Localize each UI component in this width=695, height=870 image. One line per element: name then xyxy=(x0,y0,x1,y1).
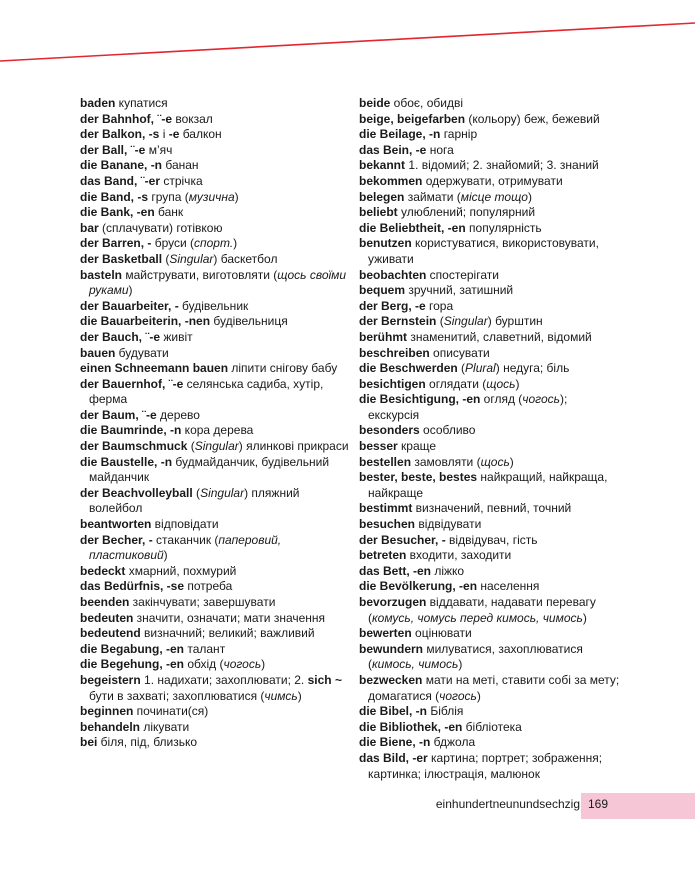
dictionary-entry xyxy=(80,112,350,128)
dictionary-entry xyxy=(80,439,350,455)
entry-headword: die Bauarbeiterin, -nen xyxy=(80,314,211,329)
entry-translation: починати(ся) xyxy=(133,704,209,719)
entry-headword: basteln xyxy=(80,267,123,282)
dictionary-entry xyxy=(80,533,350,564)
entry-headword: bestellen xyxy=(359,454,412,469)
entry-translation: потреба xyxy=(184,579,233,594)
entry-headword: der Baum, ¨-e xyxy=(80,407,157,422)
entry-headword: die Bibliothek, -en xyxy=(359,719,463,734)
entry-headword: bevorzugen xyxy=(359,595,427,609)
page-number-tab xyxy=(581,793,695,819)
entry-translation: вокзал xyxy=(172,111,213,126)
entry-translation: ) xyxy=(509,454,514,469)
entry-translation: майструвати, виготовляти ( xyxy=(122,267,278,282)
entry-headword: die Besichtigung, -en xyxy=(359,392,481,407)
entry-headword: das Bild, -er xyxy=(359,750,428,765)
entry-translation: обхід ( xyxy=(184,657,224,672)
entry-headword: der Bauernhof, ¨-e xyxy=(80,376,184,391)
entry-headword: der Bauarbeiter, - xyxy=(80,298,179,313)
entry-translation: банк xyxy=(154,205,184,220)
entry-headword: betreten xyxy=(359,548,407,563)
entry-translation: одержувати, отримувати xyxy=(422,173,563,188)
entry-headword: bestimmt xyxy=(359,501,413,516)
entry-translation: визначний; великий; важливий xyxy=(140,626,315,641)
dictionary-entry xyxy=(359,299,621,315)
entry-headword: bauen xyxy=(80,345,116,360)
dictionary-entry xyxy=(80,595,350,611)
dictionary-entry xyxy=(80,190,350,206)
entry-translation: ) недуга; біль xyxy=(495,361,570,376)
entry-note: місце тощо xyxy=(460,189,528,204)
entry-note: щось своїми руками xyxy=(89,267,347,298)
entry-translation: живіт xyxy=(160,329,193,344)
dictionary-entry xyxy=(359,501,621,517)
entry-note: щось xyxy=(486,376,516,391)
entry-translation: оцінювати xyxy=(411,626,472,641)
dictionary-entry xyxy=(80,423,350,439)
entry-headword: der Basketball xyxy=(80,251,163,266)
entry-headword: einen Schneemann bauen xyxy=(80,361,229,376)
entry-translation: ) xyxy=(458,657,463,672)
entry-note: Plural xyxy=(465,361,496,376)
entry-translation: закінчувати; завершувати xyxy=(129,595,276,609)
entry-headword: der Bahnhof, ¨-e xyxy=(80,111,172,126)
entry-headword: die Bibel, -n xyxy=(359,704,428,719)
entry-translation: бібліотека xyxy=(462,719,522,734)
dictionary-entry xyxy=(359,283,621,299)
entry-translation: краще xyxy=(397,439,437,454)
entry-translation: ( xyxy=(162,251,170,266)
dictionary-entry xyxy=(80,361,350,377)
dictionary-entry xyxy=(359,439,621,455)
entry-translation: балкон xyxy=(179,127,222,142)
dictionary-entry xyxy=(359,236,621,267)
entry-translation: ( xyxy=(457,361,466,376)
dictionary-entry xyxy=(80,221,350,237)
entry-headword: begeistern xyxy=(80,672,141,687)
dictionary-entry xyxy=(80,205,350,221)
dictionary-entry xyxy=(80,143,350,159)
entry-translation: купатися xyxy=(115,96,168,110)
entry-translation: бути в захваті; захоплюватися ( xyxy=(89,688,265,703)
entry-headword: die Biene, -n xyxy=(359,735,431,750)
dictionary-entry xyxy=(80,252,350,268)
dictionary-entry xyxy=(80,127,350,143)
dictionary-entry xyxy=(359,392,621,423)
entry-headword: der Beachvolleyball xyxy=(80,485,193,500)
entry-translation: стрічка xyxy=(160,173,203,188)
dictionary-entry xyxy=(80,330,350,346)
dictionary-entry xyxy=(80,611,350,627)
entry-note: Singular xyxy=(200,485,245,500)
entry-headword: das Bedürfnis, -se xyxy=(80,579,185,594)
entry-translation: Біблія xyxy=(427,704,464,719)
entry-headword: der Bauch, ¨-e xyxy=(80,329,161,344)
dictionary-entry xyxy=(80,735,350,751)
dictionary-entry xyxy=(359,720,621,736)
entry-translation: будмайданчик, будівельний майданчик xyxy=(89,454,330,485)
entry-note: чимсь xyxy=(264,688,298,703)
dictionary-entry xyxy=(359,704,621,720)
entry-translation: ) xyxy=(527,189,532,204)
dictionary-entry xyxy=(359,548,621,564)
entry-headword: bekannt xyxy=(359,158,406,173)
dictionary-entry xyxy=(359,143,621,159)
entry-headword: bedeckt xyxy=(80,563,126,578)
entry-headword: die Baumrinde, -n xyxy=(80,423,182,438)
entry-translation: милуватися, захоплюватися ( xyxy=(368,641,583,672)
page-number: 169 xyxy=(588,797,609,811)
dictionary-entry xyxy=(359,595,621,626)
entry-translation: талант xyxy=(184,641,226,656)
entry-translation: група ( xyxy=(148,189,189,204)
entry-headword: bekommen xyxy=(359,173,423,188)
page-number-word: einhundertneunundsechzig xyxy=(435,797,580,811)
entry-translation: ліжко xyxy=(431,563,465,578)
entry-translation: замовляти ( xyxy=(411,454,481,469)
dictionary-entry xyxy=(80,299,350,315)
entry-translation: визначений, певний, точний xyxy=(412,501,572,516)
entry-headword: das Band, ¨-er xyxy=(80,173,161,188)
page-footer xyxy=(0,793,695,819)
entry-translation: (кольору) беж, бежевий xyxy=(465,111,600,126)
entry-translation: будівельник xyxy=(178,298,249,313)
dictionary-entry xyxy=(359,564,621,580)
entry-translation: значити, означати; мати значення xyxy=(133,610,326,625)
entry-headword: beige, beigefarben xyxy=(359,111,466,126)
entry-translation: дерево xyxy=(156,407,200,422)
entry-translation: ) xyxy=(234,189,239,204)
entry-note: чогось xyxy=(522,392,560,407)
dictionary-entry xyxy=(359,673,621,704)
dictionary-entry xyxy=(80,704,350,720)
entry-note: паперовий, пластиковий xyxy=(89,532,282,563)
entry-translation: оглядати ( xyxy=(425,376,487,391)
entry-headword: der Bernstein xyxy=(359,314,437,329)
dictionary-entry xyxy=(359,96,621,112)
dictionary-entry xyxy=(80,268,350,299)
right-column xyxy=(359,96,621,782)
dictionary-entry xyxy=(80,626,350,642)
entry-headword: die Begabung, -en xyxy=(80,641,185,656)
entry-headword: bester, beste, bestes xyxy=(359,470,478,485)
entry-headword: bei xyxy=(80,735,98,750)
dictionary-entry xyxy=(80,174,350,190)
entry-translation: ) xyxy=(128,283,133,298)
entry-translation: і xyxy=(159,127,169,142)
entry-translation: ( xyxy=(192,485,201,500)
entry-translation: ) xyxy=(261,657,266,672)
entry-translation: входити, заходити xyxy=(406,548,512,563)
entry-translation: віддавати, надавати перевагу ( xyxy=(368,595,596,625)
entry-headword: bar xyxy=(80,220,99,235)
dictionary-entry xyxy=(80,377,350,408)
dictionary-entry xyxy=(359,174,621,190)
entry-note: Singular xyxy=(443,314,488,329)
entry-translation: ); екскурсія xyxy=(368,392,568,422)
entry-note: чогось xyxy=(439,688,477,703)
entry-headword: beginnen xyxy=(80,704,134,719)
entry-translation: ) xyxy=(297,688,302,703)
entry-translation: ) xyxy=(515,376,520,391)
entry-headword: bezwecken xyxy=(359,672,423,687)
dictionary-entry xyxy=(80,579,350,595)
dictionary-entry xyxy=(359,470,621,501)
entry-translation: ( xyxy=(436,314,444,329)
entry-translation: 1. надихати; захоплювати; 2. xyxy=(140,672,308,687)
entry-translation: бруси ( xyxy=(151,236,195,251)
entry-translation: ) баскетбол xyxy=(213,251,278,266)
entry-translation: стаканчик ( xyxy=(152,532,219,547)
dictionary-entry xyxy=(359,127,621,143)
entry-translation: м’яч xyxy=(145,142,173,157)
entry-translation: ) ялинкові прикраси xyxy=(238,439,349,454)
dictionary-entry xyxy=(359,221,621,237)
entry-headword: der Balkon, -s xyxy=(80,127,160,142)
red-rule-line xyxy=(0,23,695,61)
entry-headword: belegen xyxy=(359,189,405,204)
entry-note: комусь, чомусь перед кимось, чимось xyxy=(372,610,583,625)
entry-translation: користуватися, використовувати, уживати xyxy=(368,236,599,266)
dictionary-entry xyxy=(80,720,350,736)
entry-headword: die Beliebtheit, -en xyxy=(359,220,466,235)
entry-translation: описувати xyxy=(429,345,490,360)
dictionary-entry xyxy=(359,533,621,549)
entry-headword: das Bett, -en xyxy=(359,563,432,578)
entry-translation: картина; портрет; зображення; картинка; ілюстрація, малюнок xyxy=(368,750,603,781)
entry-translation: хмарний, похмурий xyxy=(125,563,237,578)
entry-headword: der Baumschmuck xyxy=(80,439,188,454)
entry-translation: гора xyxy=(425,298,454,313)
entry-headword: der Barren, - xyxy=(80,236,152,251)
dictionary-entry xyxy=(359,190,621,206)
entry-headword: baden xyxy=(80,96,116,110)
dictionary-entry xyxy=(80,314,350,330)
entry-headword: berühmt xyxy=(359,329,407,344)
entry-translation: будівельниця xyxy=(210,314,288,329)
entry-headword: besser xyxy=(359,439,398,454)
entry-note: музична xyxy=(188,189,235,204)
entry-headword: die Beschwerden xyxy=(359,361,458,376)
entry-headword: das Bein, -e xyxy=(359,142,427,157)
entry-headword: die Baustelle, -n xyxy=(80,454,173,469)
dictionary-entry xyxy=(80,517,350,533)
dictionary-entry xyxy=(359,158,621,174)
entry-headword: bedeutend xyxy=(80,626,141,641)
entry-headword: besonders xyxy=(359,423,420,438)
entry-translation: найкращий, найкраща, найкраще xyxy=(368,470,608,500)
entry-translation: спостерігати xyxy=(426,267,499,282)
dictionary-entry xyxy=(359,751,621,782)
dictionary-entry xyxy=(80,673,350,704)
entry-translation: біля, під, близько xyxy=(97,735,198,750)
dictionary-entry xyxy=(80,657,350,673)
entry-headword: die Band, -s xyxy=(80,189,149,204)
entry-headword: bequem xyxy=(359,283,406,298)
dictionary-entry xyxy=(359,268,621,284)
entry-headword: behandeln xyxy=(80,719,141,734)
entry-headword: die Beilage, -n xyxy=(359,127,441,142)
entry-translation: ) xyxy=(476,688,481,703)
entry-headword: bedeuten xyxy=(80,610,134,625)
dictionary-entry xyxy=(359,361,621,377)
dictionary-entry xyxy=(359,642,621,673)
entry-translation: (сплачувати) готівкою xyxy=(98,220,223,235)
entry-translation: огляд ( xyxy=(480,392,523,407)
entry-translation: лікувати xyxy=(140,719,190,734)
dictionary-entry xyxy=(80,408,350,424)
entry-note: кимось, чимось xyxy=(372,657,459,672)
entry-translation: нога xyxy=(426,142,454,157)
entry-headword: -e xyxy=(168,127,180,142)
dictionary-entry xyxy=(359,314,621,330)
entry-translation: ) пляжний волейбол xyxy=(89,485,300,516)
entry-headword: die Bevölkerung, -en xyxy=(359,579,478,594)
dictionary-entry xyxy=(80,158,350,174)
entry-note: чогось xyxy=(223,657,262,672)
entry-translation: мати на меті, ставити собі за мету; домагатися ( xyxy=(368,672,620,703)
entry-translation: особливо xyxy=(419,423,476,438)
dictionary-entry xyxy=(359,377,621,393)
entry-headword: der Ball, ¨-e xyxy=(80,142,146,157)
entry-translation: відвідувати xyxy=(415,517,482,532)
left-column xyxy=(80,96,350,751)
dictionary-entry xyxy=(80,455,350,486)
entry-headword: der Besucher, - xyxy=(359,532,446,547)
entry-translation: відвідувач, гість xyxy=(445,532,538,547)
dictionary-entry xyxy=(359,330,621,346)
entry-headword: beenden xyxy=(80,595,130,609)
entry-translation: банан xyxy=(162,158,199,173)
entry-headword: der Berg, -e xyxy=(359,298,426,313)
entry-translation: ( xyxy=(187,439,195,454)
dictionary-entry xyxy=(80,486,350,517)
dictionary-entry xyxy=(80,642,350,658)
entry-note: щось xyxy=(480,454,510,469)
entry-headword: sich ~ xyxy=(307,672,342,687)
entry-translation: 1. відомий; 2. знайомий; 3. знаний xyxy=(405,158,599,173)
entry-headword: beide xyxy=(359,96,391,110)
entry-translation: селянська садиба, хутір, ферма xyxy=(89,376,324,407)
dictionary-entry xyxy=(359,423,621,439)
dictionary-entry xyxy=(80,346,350,362)
entry-translation: ) бурштин xyxy=(487,314,543,329)
entry-note: Singular xyxy=(194,439,239,454)
dictionary-entry xyxy=(80,236,350,252)
entry-translation: гарнір xyxy=(440,127,478,142)
entry-headword: beobachten xyxy=(359,267,427,282)
entry-headword: die Begehung, -en xyxy=(80,657,185,672)
entry-headword: besichtigen xyxy=(359,376,426,391)
dictionary-entry xyxy=(359,517,621,533)
dictionary-entry xyxy=(80,96,350,112)
entry-translation: улюблений; популярний xyxy=(397,205,536,220)
dictionary-entry xyxy=(359,455,621,471)
entry-translation: знаменитий, славетний, відомий xyxy=(407,329,592,344)
entry-translation: займати ( xyxy=(404,189,461,204)
dictionary-entry xyxy=(359,346,621,362)
entry-translation: ) xyxy=(163,548,168,563)
top-rule xyxy=(0,0,695,80)
entry-translation: будувати xyxy=(115,345,169,360)
entry-translation: ) xyxy=(233,236,238,251)
entry-translation: населення xyxy=(477,579,540,594)
entry-note: Singular xyxy=(169,251,214,266)
entry-translation: відповідати xyxy=(151,517,219,532)
entry-translation: зручний, затишний xyxy=(405,283,514,298)
dictionary-entry xyxy=(359,205,621,221)
entry-headword: benutzen xyxy=(359,236,412,251)
entry-headword: beantworten xyxy=(80,517,152,532)
entry-headword: die Banane, -n xyxy=(80,158,163,173)
dictionary-entry xyxy=(80,564,350,580)
dictionary-entry xyxy=(359,735,621,751)
entry-headword: die Bank, -en xyxy=(80,205,155,220)
entry-translation: ) xyxy=(582,610,587,625)
entry-headword: beschreiben xyxy=(359,345,430,360)
entry-headword: beliebt xyxy=(359,205,398,220)
dictionary-entry xyxy=(359,112,621,128)
entry-translation: популярність xyxy=(465,220,542,235)
entry-headword: besuchen xyxy=(359,517,416,532)
dictionary-entry xyxy=(359,626,621,642)
entry-translation: кора дерева xyxy=(181,423,254,438)
entry-translation: бджола xyxy=(430,735,476,750)
entry-note: спорт. xyxy=(194,236,234,251)
entry-translation: ліпити снігову бабу xyxy=(228,361,338,376)
entry-translation: обоє, обидві xyxy=(390,96,463,110)
entry-headword: bewundern xyxy=(359,641,424,656)
entry-headword: der Becher, - xyxy=(80,532,153,547)
dictionary-entry xyxy=(359,579,621,595)
entry-headword: bewerten xyxy=(359,626,412,641)
